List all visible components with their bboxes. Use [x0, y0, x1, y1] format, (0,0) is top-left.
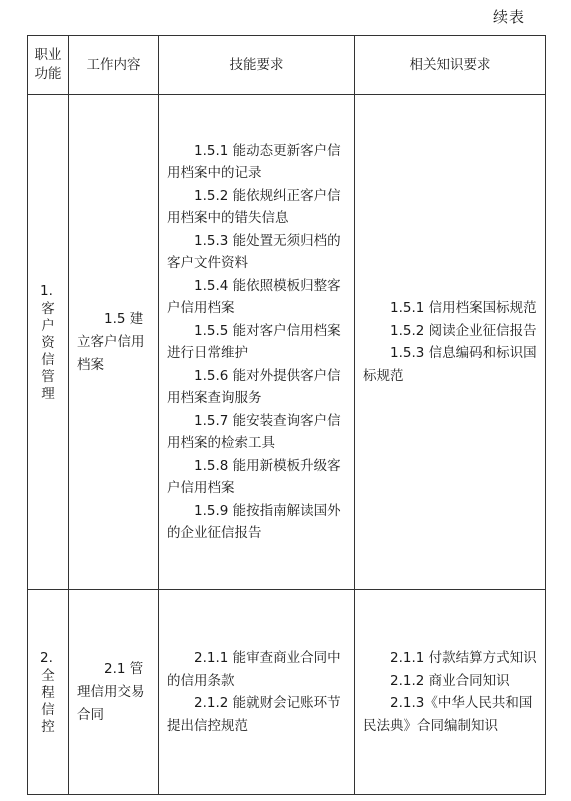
skill-item: 1.5.2 能依规纠正客户信用档案中的错失信息 [167, 187, 341, 226]
knowledge-item: 2.1.2 商业合同知识 [390, 672, 510, 689]
header-knowledge: 相关知识要求 [355, 36, 546, 95]
skill-item: 2.1.1 能审查商业合同中的信用条款 [167, 650, 341, 689]
competency-table [27, 35, 546, 795]
work-cell [69, 95, 159, 590]
skill-item: 1.5.1 能动态更新客户信用档案中的记录 [167, 142, 341, 181]
knowledge-cell [355, 95, 546, 590]
knowledge-cell [355, 590, 546, 795]
function-cell [28, 95, 69, 590]
continued-label: 续表 [493, 8, 526, 26]
table-row [28, 95, 546, 590]
knowledge-item: 2.1.3《中华人民共和国民法典》合同编制知识 [363, 695, 533, 734]
skill-item: 2.1.2 能就财会记账环节提出信控规范 [167, 695, 341, 734]
knowledge-item: 1.5.3 信息编码和标识国标规范 [363, 345, 537, 384]
work-content: 1.5 建立客户信用档案 [77, 310, 145, 373]
skill-item: 1.5.3 能处置无须归档的客户文件资料 [167, 232, 341, 271]
header-skills: 技能要求 [159, 36, 355, 95]
skills-cell [159, 95, 355, 590]
knowledge-item: 1.5.2 阅读企业征信报告 [390, 322, 537, 339]
skill-item: 1.5.8 能用新模板升级客户信用档案 [167, 457, 341, 496]
work-cell [69, 590, 159, 795]
header-function: 职业功能 [28, 36, 69, 95]
table-header-row [28, 36, 546, 95]
function-name: 全程信控 [41, 667, 55, 735]
function-name: 客户资信管理 [41, 300, 55, 402]
skill-item: 1.5.9 能按指南解读国外的企业征信报告 [167, 502, 341, 541]
work-content: 2.1 管理信用交易合同 [77, 660, 145, 723]
knowledge-item: 1.5.1 信用档案国标规范 [390, 300, 537, 316]
header-work: 工作内容 [69, 36, 159, 95]
table-row [28, 590, 546, 795]
skill-item: 1.5.6 能对外提供客户信用档案查询服务 [167, 367, 341, 406]
function-number: 2. [40, 649, 53, 666]
knowledge-item: 2.1.1 付款结算方式知识 [390, 650, 537, 666]
function-number: 1. [40, 282, 53, 299]
skill-item: 1.5.4 能依照模板归整客户信用档案 [167, 277, 341, 316]
skill-item: 1.5.7 能安装查询客户信用档案的检索工具 [167, 412, 341, 451]
function-cell [28, 590, 69, 795]
skill-item: 1.5.5 能对客户信用档案进行日常维护 [167, 322, 341, 361]
skills-cell [159, 590, 355, 795]
